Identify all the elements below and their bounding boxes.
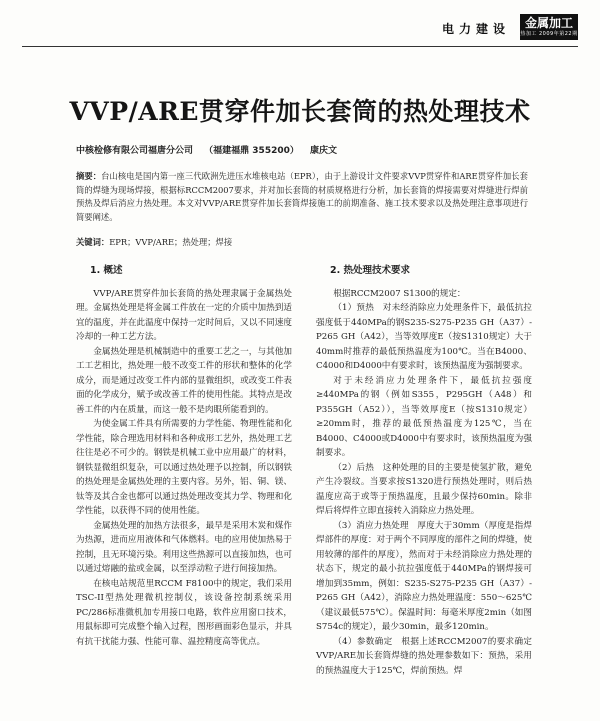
abstract: [76, 170, 528, 224]
paragraph: （4）参数确定 根据上述RCCM2007的要求确定VVP/ARE加长套筒焊缝的热处理参数如下：预热，采用的预热温度大于125℃，焊前预热。焊: [316, 636, 532, 676]
journal-section: 电力建设: [441, 22, 510, 36]
paragraph: 根据RCCM2007 S1300的规定：: [333, 288, 466, 299]
logo-title: 金属加工: [524, 16, 573, 30]
author-line: [76, 143, 345, 156]
paragraph: 为使金属工件具有所需要的力学性能、物理性能和化学性能，除合理选用材料和各种成形工艺外，热处理工艺往往是必不可少的。钢铁是机械工业中应用最广的材料，钢铁显微组织复杂，可以通过热处理予以控制，所以钢铁的热处理是金属热处理的主要内容。另外，铝、铜、镁、钛等及其合金也都可以通过热处理改变其力学、物理和化学性能，以获得不同的使用性能。: [76, 419, 292, 516]
paragraph: （3）消应力热处理 厚度大于30mm（厚度是指焊焊部件的厚度：对于两个不同厚度的部件之间的焊缝，使用较薄的部件的厚度），然而对于未经消除应力热处理的状态下，规定的最小抗拉强度低于440MPa的钢焊接可增加到35mm，例如：S235-S275-P235 GH（A37）-P265 GH（A42），消除应力热处理温度：550～625℃（建议最低575℃）。保温时间：每毫米厚度2min（如图S754c的规定），最少30min，最多120min。: [316, 520, 532, 632]
abstract-text: 台山核电是国内第一座三代欧洲先进压水堆核电站（EPR），由于上游设计文件要求VVP贯穿件和ARE贯穿件加长套筒的焊缝为现场焊接，根据标RCCM2007要求，并对加长套筒的材质规格进行分析，加长套筒的焊接需要对焊缝进行焊前预热及焊后消应力热处理。本文对VVP/ARE贯穿件加长套筒焊接施工的前期准备、施工技术要求以及热处理注意事项进行简要阐述。: [76, 171, 528, 222]
paragraph: （2）后热 这种处理的目的主要是使氢扩散，避免产生冷裂纹。当要求按S1320进行预热处理时，则后热温度应高于或等于预热温度，且最少保持60min。除非焊后将焊件立即直接转入消除应力热处理。: [316, 462, 532, 516]
paragraph: 金属热处理是机械制造中的重要工艺之一，与其他加工工艺相比，热处理一般不改变工件的形状和整体的化学成分，而是通过改变工件内部的显微组织，或改变工件表面的化学成分，赋予或改善工件的使用性能。其特点是改善工件的内在质量，而这一般不是肉眼所能看到的。: [76, 346, 292, 415]
paragraph: 金属热处理的加热方法很多，最早是采用木炭和煤作为热源，进而应用液体和气体燃料。电的应用使加热易于控制，且无环境污染。利用这些热源可以直接加热，也可以通过熔融的盐或金属，以至浮动粒子进行间接加热。: [76, 520, 292, 574]
paragraph: （1）预热 对未经消除应力处理条件下，最低抗拉强度低于440MPa的钢S235-S275-P235 GH（A37）-P265 GH（A42），当等效厚度E（按S1310规定）大于40mm时推荐的最低预热温度为100℃。当在B4000、C4000和D4000中有要求时，该预热温度为强制要求。: [316, 303, 532, 371]
address: （福建福鼎 355200）: [204, 146, 299, 156]
paragraph: 对于未经消应力处理条件下，最低抗拉强度≥440MPa的钢（例如S355，P295GH（A48）和P355GH（A52）），当等效厚度E（按S1310规定）≥20mm时，推荐的最低预热温度为125℃，当在B4000、C4000或D4000中有要求时，该预热温度为强制要求。: [316, 375, 532, 458]
affiliation: 中核检修有限公司福唐分公司: [76, 146, 194, 156]
header-rule: [22, 46, 578, 47]
section-heading: 2. 热处理技术要求: [330, 265, 411, 276]
page-header: [0, 14, 600, 44]
column-left: [76, 264, 292, 649]
keywords: [76, 236, 528, 248]
keywords-label: 关键词：: [76, 237, 110, 247]
column-right: [316, 264, 532, 678]
author-name: 康庆文: [310, 146, 338, 156]
logo-subtitle: 热加工 2009年第22期: [520, 31, 578, 37]
paragraph: 在核电站规范里RCCM F8100中的规定，我们采用TSC-II型热处理微机控制仪，该设备控制系统采用PC/286标准微机加专用接口电路，软件应用窗口技术，用鼠标即可完成整个输入过程，图形画面彩色显示，并具有抗干扰能力强、性能可靠、温控精度高等优点。: [76, 578, 292, 647]
article-title: VVP/ARE贯穿件加长套筒的热处理技术: [69, 97, 531, 126]
section-heading: 1. 概述: [90, 265, 123, 276]
paragraph: VVP/ARE贯穿件加长套筒的热处理隶属于金属热处理。金属热处理是将金属工件放在一定的介质中加热到适宜的温度，并在此温度中保持一定时间后，又以不同速度冷却的一种工艺方法。: [76, 288, 292, 342]
keywords-text: EPR；VVP/ARE；热处理；焊接: [109, 237, 233, 247]
journal-logo: [520, 14, 578, 40]
abstract-label: 摘要：: [76, 171, 102, 181]
